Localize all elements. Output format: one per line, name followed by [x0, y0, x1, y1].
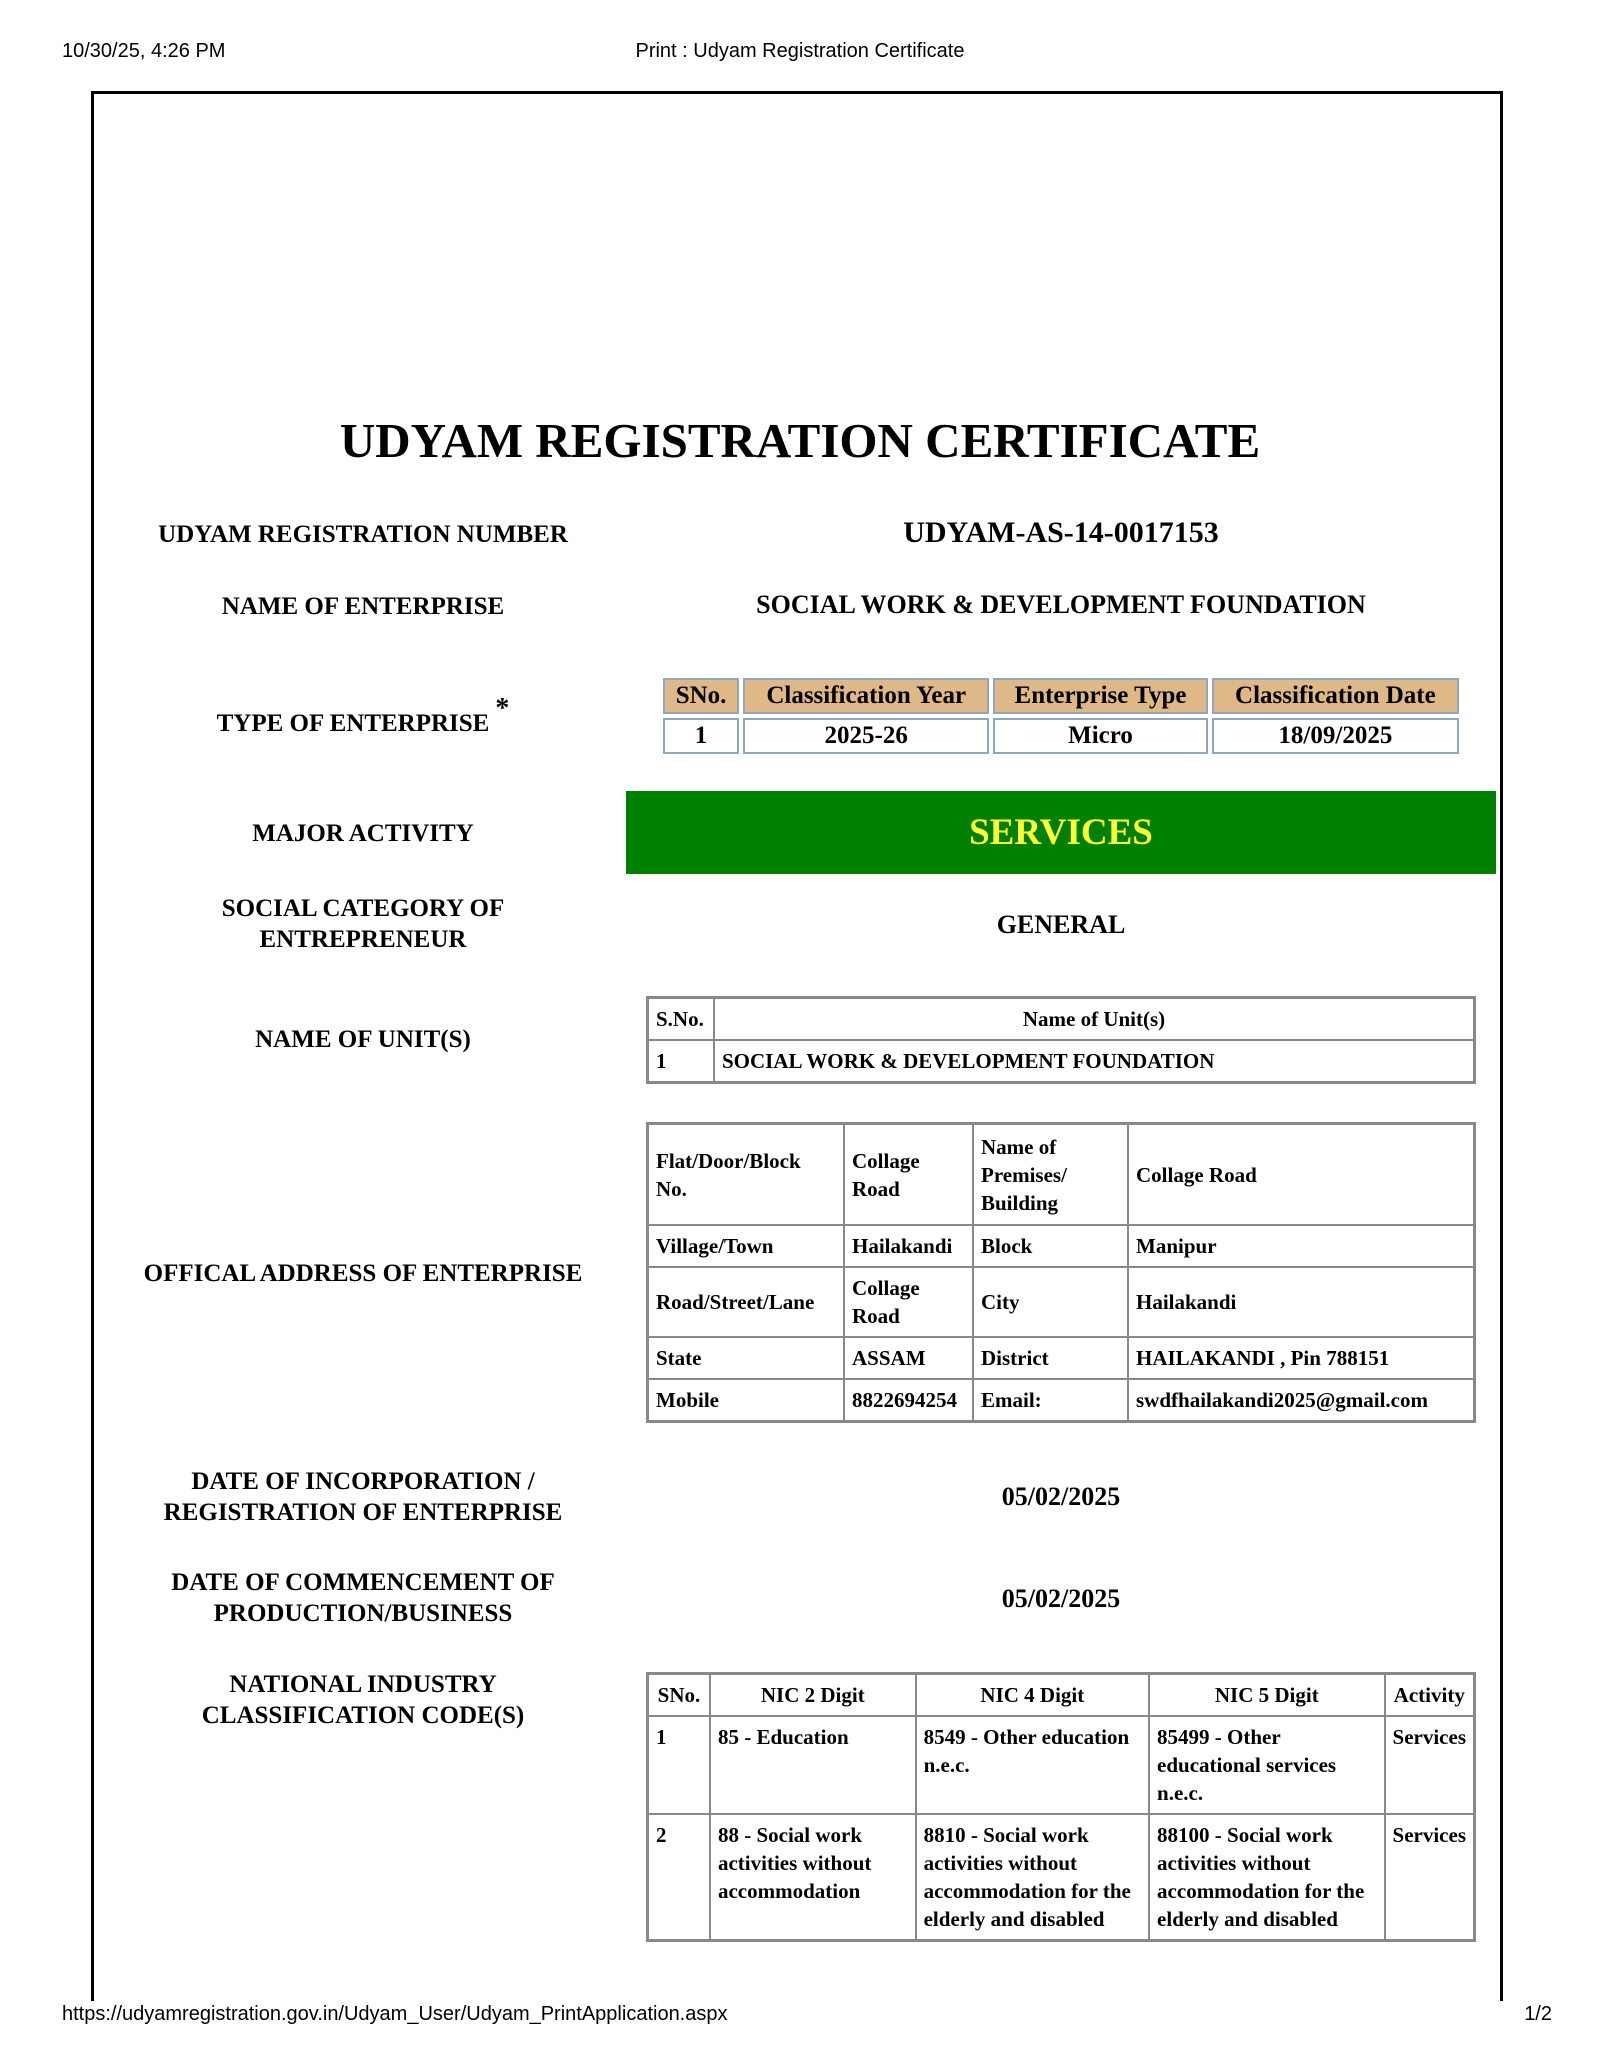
table-cell: 1: [663, 718, 739, 754]
field-label: Mobile: [648, 1379, 844, 1421]
major-activity-banner: [626, 791, 1496, 874]
enterprise-type-label-text: TYPE OF ENTERPRISE: [216, 710, 490, 737]
required-asterisk: *: [495, 693, 510, 724]
field-label: State: [648, 1337, 844, 1379]
table-cell: 1: [648, 1716, 710, 1814]
column-header: SNo.: [648, 1674, 710, 1716]
column-header: NIC 4 Digit: [916, 1674, 1149, 1716]
column-header: Name of Unit(s): [714, 998, 1474, 1040]
field-value: Collage Road: [844, 1124, 973, 1225]
major-activity-value: SERVICES: [969, 812, 1153, 853]
nic-table: [646, 1672, 1476, 1942]
table-row: [648, 1225, 1474, 1267]
table-cell: 85499 - Other educational services n.e.c.: [1149, 1716, 1384, 1814]
column-header: Activity: [1385, 1674, 1474, 1716]
table-cell: SOCIAL WORK & DEVELOPMENT FOUNDATION: [714, 1040, 1474, 1082]
table-row: [648, 1337, 1474, 1379]
column-header: NIC 5 Digit: [1149, 1674, 1384, 1716]
commencement-date-value: 05/02/2025: [1001, 1584, 1121, 1613]
field-value: Hailakandi: [1128, 1267, 1474, 1337]
table-cell: 85 - Education: [710, 1716, 916, 1814]
field-value: 8822694254: [844, 1379, 973, 1421]
label-line: DATE OF COMMENCEMENT OF: [171, 1569, 555, 1596]
commencement-date-label: [110, 1567, 616, 1629]
field-label: Block: [973, 1225, 1128, 1267]
field-label: Email:: [973, 1379, 1128, 1421]
column-header: Classification Year: [743, 678, 989, 714]
column-header: SNo.: [663, 678, 739, 714]
registration-number-value: UDYAM-AS-14-0017153: [903, 516, 1219, 549]
social-category-value: GENERAL: [996, 910, 1126, 939]
table-cell: Services: [1385, 1814, 1474, 1940]
table-header-row: [663, 678, 1459, 714]
label-line: NATIONAL INDUSTRY: [229, 1671, 497, 1698]
table-cell: 2: [648, 1814, 710, 1940]
table-cell: 88 - Social work activities without accommodation: [710, 1814, 916, 1940]
major-activity-label: MAJOR ACTIVITY: [252, 820, 474, 847]
units-table: [646, 996, 1476, 1084]
print-page-number: 1/2: [1524, 2003, 1552, 2025]
field-value: Collage Road: [1128, 1124, 1474, 1225]
nic-label: [110, 1669, 616, 1731]
column-header: S.No.: [648, 998, 714, 1040]
column-header: Enterprise Type: [993, 678, 1208, 714]
table-row: [648, 1716, 1474, 1814]
column-header: NIC 2 Digit: [710, 1674, 916, 1716]
label-line: PRODUCTION/BUSINESS: [213, 1600, 513, 1627]
incorporation-date-value: 05/02/2025: [1001, 1482, 1121, 1511]
table-cell: 88100 - Social work activities without accommodation for the elderly and disabled: [1149, 1814, 1384, 1940]
table-cell: 2025-26: [743, 718, 989, 754]
print-datetime: 10/30/25, 4:26 PM: [62, 40, 226, 62]
label-line: DATE OF INCORPORATION /: [191, 1468, 535, 1495]
field-label: Flat/Door/Block No.: [648, 1124, 844, 1225]
field-label: Name of Premises/ Building: [973, 1124, 1128, 1225]
field-label: District: [973, 1337, 1128, 1379]
registration-number-label: UDYAM REGISTRATION NUMBER: [158, 521, 568, 548]
table-cell: Micro: [993, 718, 1208, 754]
field-label: Village/Town: [648, 1225, 844, 1267]
units-label: NAME OF UNIT(S): [255, 1026, 471, 1053]
table-cell: Services: [1385, 1716, 1474, 1814]
table-header-row: [648, 1674, 1474, 1716]
table-row: [648, 1379, 1474, 1421]
table-cell: 8810 - Social work activities without accommodation for the elderly and disabled: [916, 1814, 1149, 1940]
certificate-title: UDYAM REGISTRATION CERTIFICATE: [339, 413, 1261, 468]
enterprise-type-label: [110, 693, 616, 739]
table-row: [648, 1814, 1474, 1940]
field-value: Hailakandi: [844, 1225, 973, 1267]
enterprise-name-value: SOCIAL WORK & DEVELOPMENT FOUNDATION: [756, 590, 1366, 619]
table-cell: 18/09/2025: [1212, 718, 1459, 754]
field-value: ASSAM: [844, 1337, 973, 1379]
table-row: [663, 718, 1459, 754]
enterprise-type-table: [659, 674, 1463, 758]
table-cell: 8549 - Other education n.e.c.: [916, 1716, 1149, 1814]
label-line: REGISTRATION OF ENTERPRISE: [163, 1499, 563, 1526]
table-row: [648, 1124, 1474, 1225]
email-value: swdfhailakandi2025@gmail.com: [1128, 1379, 1474, 1421]
table-row: [648, 1040, 1474, 1082]
field-value: HAILAKANDI , Pin 788151: [1128, 1337, 1474, 1379]
incorporation-date-label: [110, 1466, 616, 1528]
enterprise-name-label: NAME OF ENTERPRISE: [221, 593, 505, 620]
address-label: OFFICAL ADDRESS OF ENTERPRISE: [143, 1260, 583, 1287]
table-cell: 1: [648, 1040, 714, 1082]
field-value: Manipur: [1128, 1225, 1474, 1267]
social-category-label: SOCIAL CATEGORY OF ENTREPRENEUR: [221, 895, 505, 953]
print-footer-url: https://udyamregistration.gov.in/Udyam_User/Udyam_PrintApplication.aspx: [62, 2003, 728, 2025]
table-header-row: [648, 998, 1474, 1040]
address-table: [646, 1122, 1476, 1423]
field-label: City: [973, 1267, 1128, 1337]
field-label: Road/Street/Lane: [648, 1267, 844, 1337]
table-row: [648, 1267, 1474, 1337]
field-value: Collage Road: [844, 1267, 973, 1337]
column-header: Classification Date: [1212, 678, 1459, 714]
label-line: CLASSIFICATION CODE(S): [201, 1702, 525, 1729]
print-page-title: Print : Udyam Registration Certificate: [635, 40, 965, 62]
